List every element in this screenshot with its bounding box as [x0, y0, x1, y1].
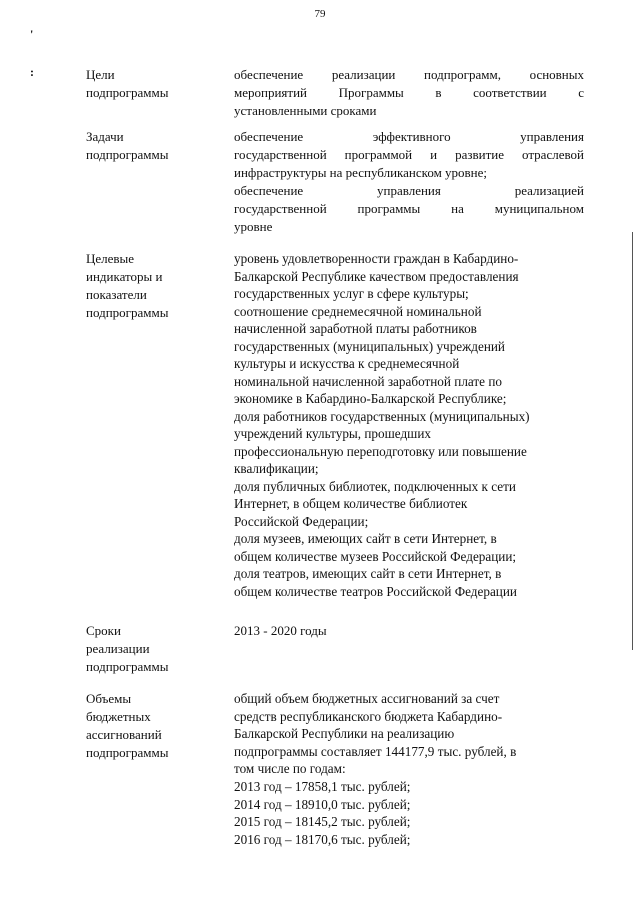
text-line: 2013 - 2020 годы: [234, 623, 327, 638]
label-line: бюджетных: [86, 709, 151, 724]
text-line: 2016 год – 18170,6 тыс. рублей;: [234, 831, 411, 847]
content-budget: [234, 690, 584, 848]
text-line: доля театров, имеющих сайт в сети Интернет, в: [234, 566, 502, 581]
label-tasks: [86, 128, 216, 164]
text-line: государственных услуг в сфере культуры;: [234, 286, 469, 301]
text-line: общем количестве театров Российской Федерации: [234, 583, 517, 599]
text-line: доля работников государственных (муниципальных): [234, 408, 530, 424]
label-line: Целевые: [86, 251, 135, 266]
text-line: государственной программой и развитие отраслевой: [234, 147, 584, 162]
label-line: реализации: [86, 641, 150, 656]
content-indicators: [234, 250, 584, 600]
label-indicators: [86, 250, 216, 322]
text-line: начисленной заработной платы работников: [234, 321, 477, 336]
label-line: показатели: [86, 287, 147, 302]
page-number: 79: [314, 8, 326, 20]
margin-mark: ': [30, 27, 34, 41]
label-line: подпрограммы: [86, 745, 169, 760]
text-line: соотношение среднемесячной номинальной: [234, 303, 482, 319]
text-line: доля публичных библиотек, подключенных к сети: [234, 478, 516, 494]
content-period: [234, 622, 584, 640]
content-tasks: [234, 128, 584, 236]
text-line: мероприятий Программы в соответствии с: [234, 85, 584, 100]
text-line: инфраструктуры на республиканском уровне;: [234, 165, 488, 180]
text-line: Российской Федерации;: [234, 513, 369, 529]
text-line: 2013 год – 17858,1 тыс. рублей;: [234, 778, 411, 794]
text-line: уровень удовлетворенности граждан в Кабардино-: [234, 251, 519, 266]
label-line: индикаторы и: [86, 269, 163, 284]
label-line: Объемы: [86, 691, 132, 706]
label-line: подпрограммы: [86, 85, 169, 100]
margin-mark: :: [30, 65, 34, 79]
text-line: учреждений культуры, прошедших: [234, 426, 431, 441]
text-line: экономике в Кабардино-Балкарской Республике;: [234, 391, 507, 406]
text-line: государственной программы на муниципальном: [234, 201, 584, 216]
text-line: Балкарской Республике качеством предоставления: [234, 268, 519, 284]
label-line: ассигнований: [86, 727, 162, 742]
text-line: государственных (муниципальных) учреждений: [234, 338, 505, 354]
text-line: подпрограммы составляет 144177,9 тыс. рублей, в: [234, 743, 517, 759]
label-line: Цели: [86, 67, 115, 82]
text-line: средств республиканского бюджета Кабардино-: [234, 708, 503, 724]
text-line: доля музеев, имеющих сайт в сети Интернет, в: [234, 531, 497, 546]
text-line: обеспечение реализации подпрограмм, основных: [234, 67, 584, 82]
label-line: Задачи: [86, 129, 124, 144]
text-line: общий объем бюджетных ассигнований за счет: [234, 691, 500, 706]
text-line: Интернет, в общем количестве библиотек: [234, 496, 468, 511]
text-line: 2015 год – 18145,2 тыс. рублей;: [234, 814, 411, 830]
label-line: Сроки: [86, 623, 121, 638]
text-line: культуры и искусства к среднемесячной: [234, 356, 460, 371]
label-budget: [86, 690, 216, 762]
text-line: номинальной начисленной заработной плате по: [234, 373, 502, 389]
text-line: квалификации;: [234, 461, 319, 476]
text-line: общем количестве музеев Российской Федерации;: [234, 548, 517, 564]
content-goals: [234, 66, 584, 120]
label-goals: [86, 66, 216, 102]
label-line: подпрограммы: [86, 305, 169, 320]
text-line: профессиональную переподготовку или повышение: [234, 443, 527, 459]
text-line: том числе по годам:: [234, 761, 346, 777]
text-line: Балкарской Республики на реализацию: [234, 726, 455, 742]
label-line: подпрограммы: [86, 147, 169, 162]
label-period: [86, 622, 216, 676]
text-line: обеспечение управления реализацией: [234, 183, 584, 198]
text-line: уровне: [234, 219, 273, 234]
text-line: 2014 год – 18910,0 тыс. рублей;: [234, 796, 411, 812]
label-line: подпрограммы: [86, 659, 169, 674]
scan-edge-line: [632, 232, 633, 650]
text-line: установленными сроками: [234, 103, 377, 118]
text-line: обеспечение эффективного управления: [234, 129, 584, 144]
